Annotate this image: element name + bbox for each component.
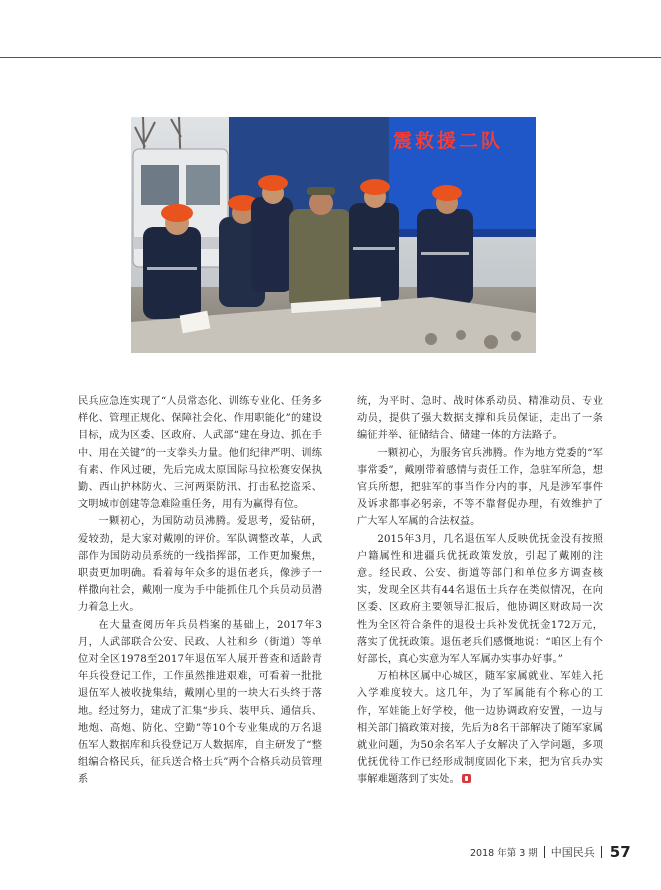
page-number: 57: [609, 843, 631, 861]
footer-divider: [601, 846, 602, 858]
rescue-team-photo: [131, 117, 536, 353]
paragraph: 2015年3月，几名退伍军人反映优抚金没有按照户籍属性和进疆兵优抚政策发放，引起了戴刚的注意。经民政、公安、街道等部门和单位多方调查核实，发现全区共有44名退伍士兵存在类似情况，在向区委、区政府主要领导汇报后，他协调区财政局一次性为全区符合条件的退役士兵补发优抚金172万元，落实了优抚政策。退伍老兵们感慨地说：“咱区上有个好部长，真心实意为军人军属办实事办好事。”: [357, 533, 603, 666]
paragraph: 在大量查阅历年兵员档案的基础上，2017年3月，人武部联合公安、民政、人社和乡（街道）等单位对全区1978至2017年退伍军人展开普查和适龄青年兵役登记工作，工作虽然推进艰难，可看着一批批退伍军人被收拢集结，戴刚心里的一块大石头终于落地。经过努力，建成了汇集“步兵、装甲兵、通信兵、地炮、高炮、防化、空勤”等10个专业集成的万名退伍军人数据库和兵役登记万人数据库，自主研发了“整组编合格民兵，征兵送合格士兵”两个合格兵动员管理系: [78, 619, 322, 786]
paragraph-final: [357, 668, 603, 788]
article-column-left: [78, 393, 322, 789]
paragraph: 一颗初心，为服务官兵沸腾。作为地方党委的“军事常委”，戴刚带着感情与责任工作，急驻军所急，想官兵所想，把驻军的事当作分内的事，凡是涉军事件及诉求都事必躬亲，不等不靠督促办理，有效维护了广大军人军属的合法权益。: [357, 447, 603, 528]
paragraph: 一颗初心，为国防动员沸腾。爱思考，爱钻研，爱较劲，是大家对戴刚的评价。军队调整改革，人武部作为国防动员系统的一线指挥部，工作更加聚焦，职责更加明确。看着每年众多的退伍老兵，像涉子一样撒向社会，戴刚一度为手中能抓住几个兵员动员潜力着急上火。: [78, 516, 322, 614]
paragraph-text: 万柏林区属中心城区，随军家属就业、军娃入托入学难度较大。这几年，为了军属能有个称心的工作，军娃能上好学校，他一边协调政府安置，一边与相关部门搞政策对接，先后为8名干部解决了随军家属就业问题，为50余名军人子女解决了入学问题，多项优抚优待工作已经形成制度固化下来，把为官兵办实事解难题落到了实处。: [357, 671, 603, 786]
magazine-name: 中国民兵: [550, 846, 595, 859]
footer-divider: [544, 846, 545, 858]
header-rule: [0, 57, 661, 58]
photo-illustration: [131, 117, 536, 353]
article-column-right: [357, 393, 603, 789]
article-end-mark-icon: [462, 774, 471, 783]
paragraph: 民兵应急连实现了“人员常态化、训练专业化、任务多样化、管理正规化、保障社会化、作用职能化”的建设目标，成为区委、区政府、人武部“建在身边、抓在手中、用在关键”的一支拳头力量。他们纪律严明、训练有素、作风过硬，先后完成太原国际马拉松赛安保执勤、西山护林防火、三河两渠防汛、打击私挖盗采、文明城市创建等急难险重任务，用有为赢得有位。: [78, 396, 322, 511]
paragraph: 统，为平时、急时、战时体系动员、精准动员、专业动员，提供了强大数据支撑和兵员保证，走出了一条编征并举、征储结合、储建一体的方法路子。: [357, 396, 603, 442]
issue-label: 2018 年第 3 期: [470, 848, 538, 859]
page-footer: [470, 841, 631, 863]
truck-banner: 震救援二队: [393, 130, 504, 152]
